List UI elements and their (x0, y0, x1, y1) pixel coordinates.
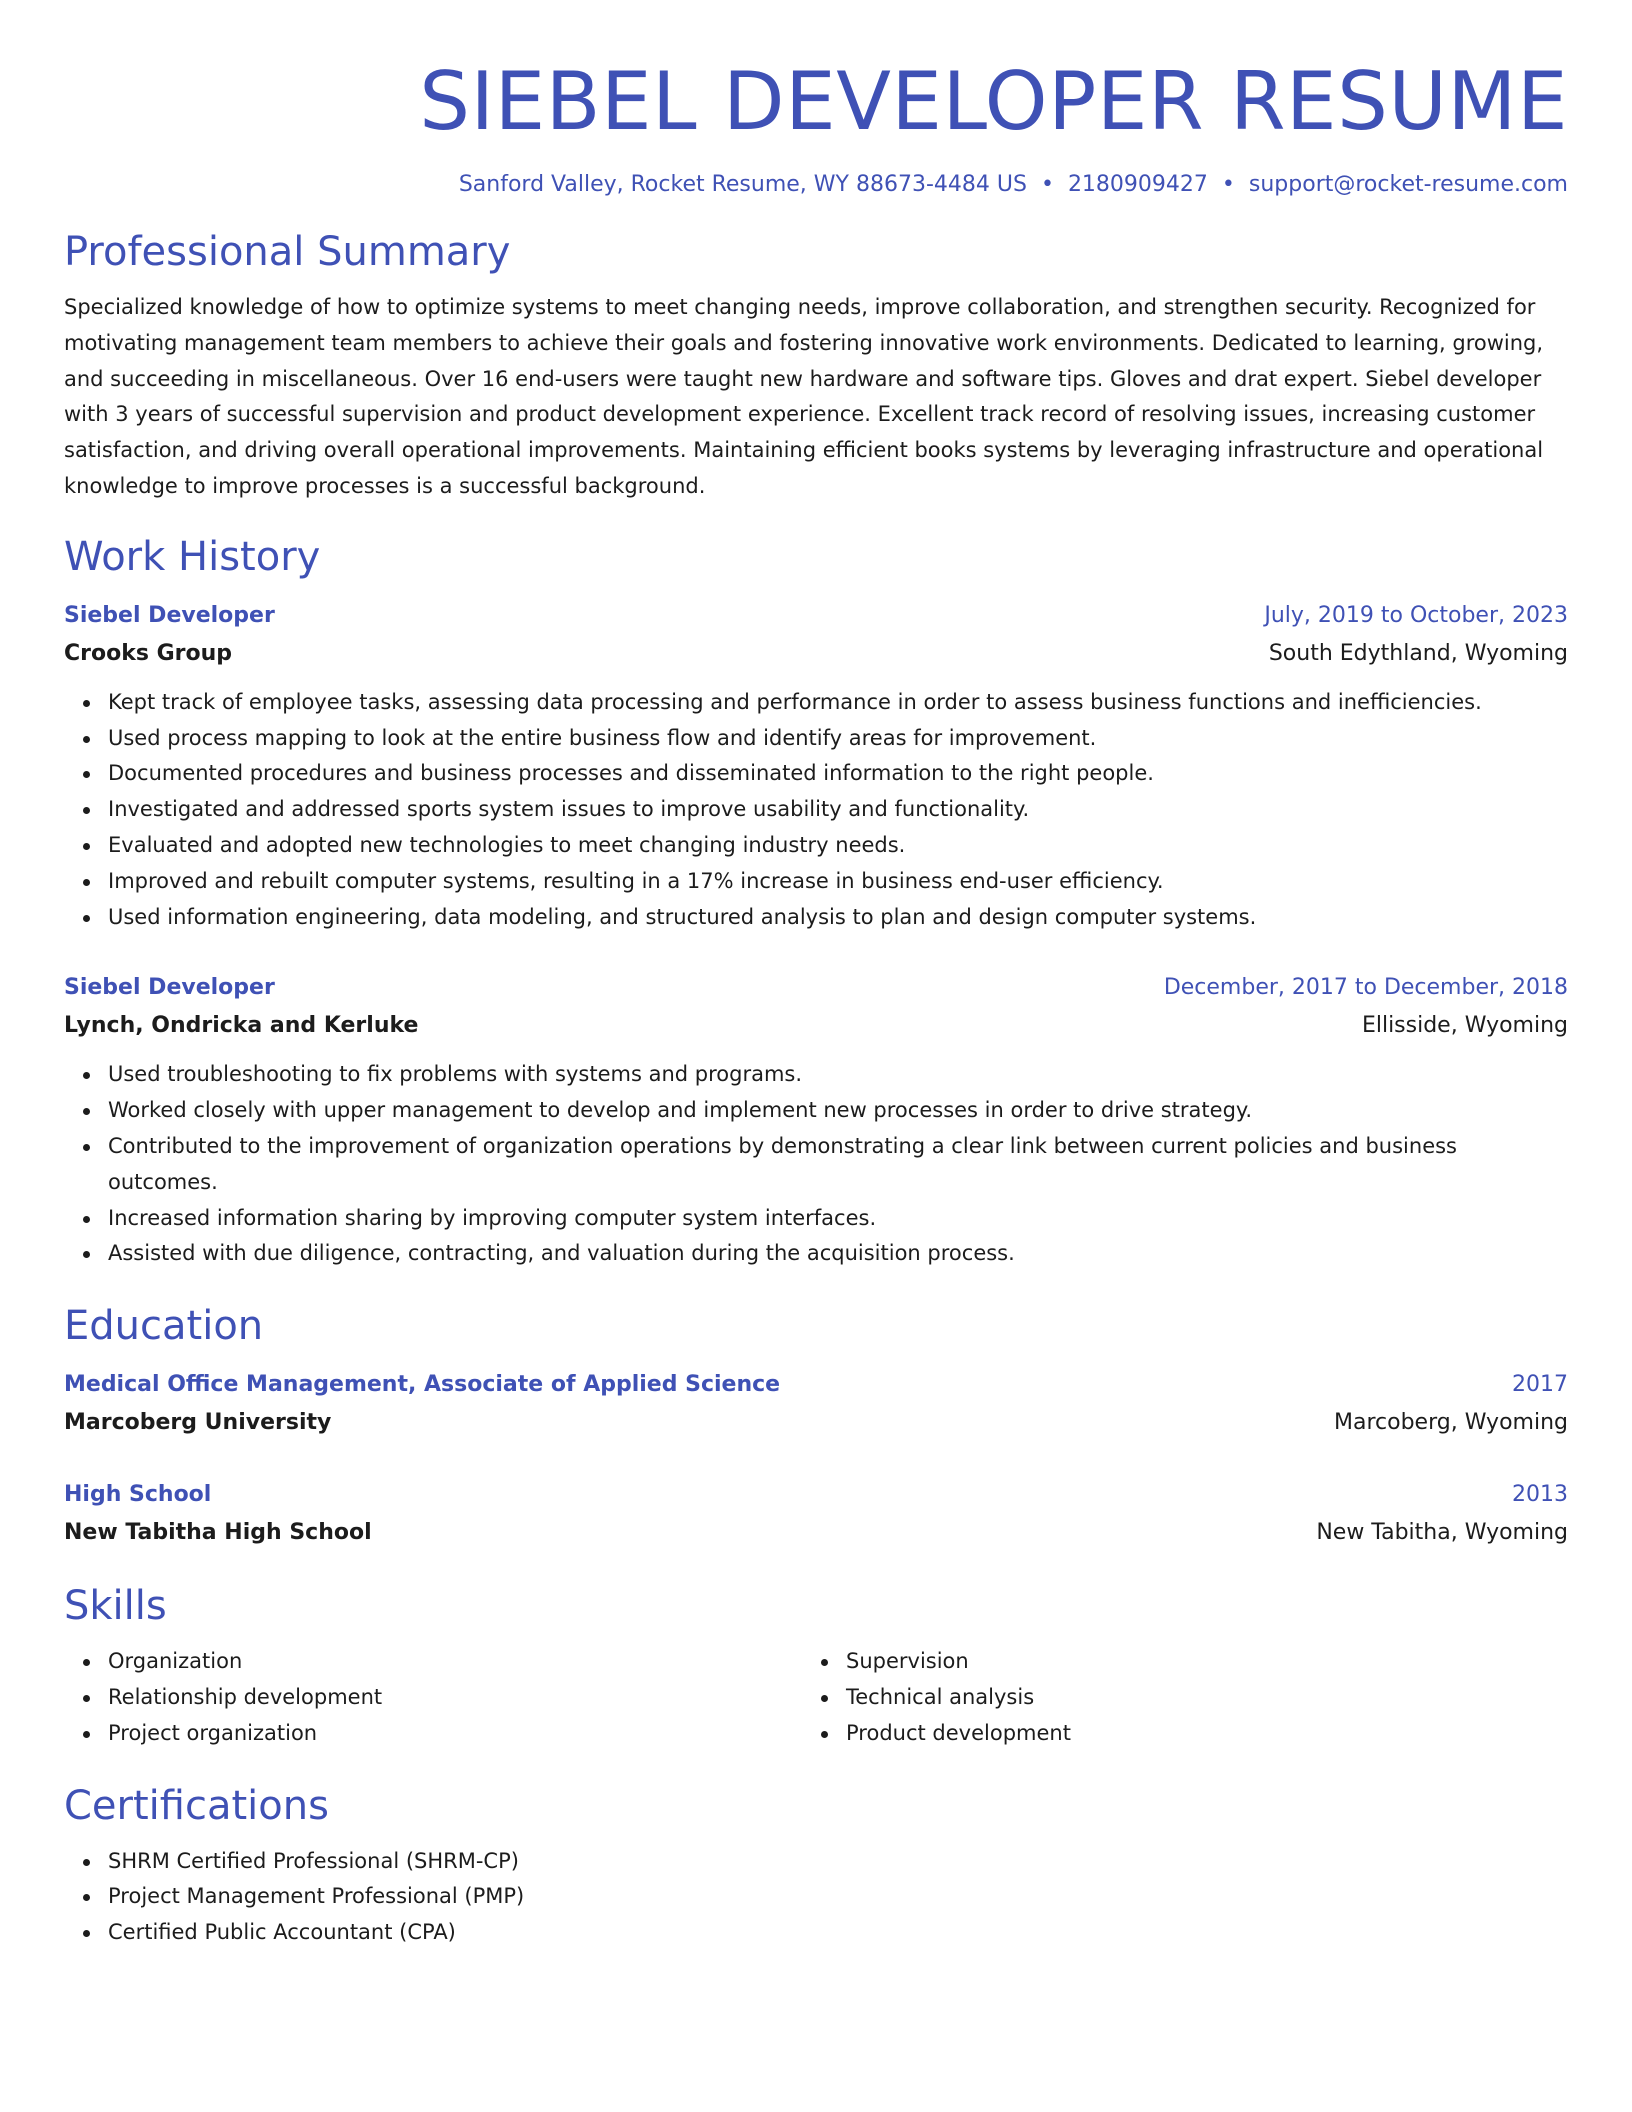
list-item: Documented procedures and business processes and disseminated information to the right people. (108, 756, 1568, 792)
education-entry-subheader (64, 1514, 1568, 1552)
education-entry (64, 1476, 1568, 1552)
skills-column-left (64, 1644, 802, 1751)
list-item: Used troubleshooting to fix problems with systems and programs. (108, 1057, 1568, 1093)
job-dates: December, 2017 to December, 2018 (1163, 975, 1568, 1001)
resume-name-heading: SIEBEL DEVELOPER RESUME (419, 55, 1568, 148)
summary-text: Specialized knowledge of how to optimize systems to meet changing needs, improve collaboration, and strengthen security. Recognized for motivating management team members to achieve their goals and fostering innovative work environments. Dedicated to learning, growing, and succeeding in miscellaneous. Over 16 end-users were taught new hardware and software tips. Gloves and drat expert. Siebel developer with 3 years of successful supervision and product development experience. Excellent track record of resolving issues, increasing customer satisfaction, and driving overall operational improvements. Maintaining efficient books systems by leveraging infrastructure and operational knowledge to improve processes is a successful background. (64, 295, 1544, 498)
list-item: Product development (846, 1716, 1540, 1752)
education-entry-header (64, 1366, 1568, 1404)
skills-column-right (802, 1644, 1540, 1751)
education-entry-subheader (64, 1404, 1568, 1442)
list-item: Technical analysis (846, 1680, 1540, 1716)
work-entry (64, 597, 1568, 936)
education-entry-header (64, 1476, 1568, 1514)
section-title-summary: Professional Summary (64, 229, 511, 275)
work-entry-header (64, 969, 1568, 1007)
degree-name: Medical Office Management, Associate of Applied Science (64, 1372, 781, 1398)
list-item: Improved and rebuilt computer systems, resulting in a 17% increase in business end-user efficiency. (108, 864, 1568, 900)
list-item: Worked closely with upper management to develop and implement new processes in order to drive strategy. (108, 1093, 1568, 1129)
section-title-skills: Skills (64, 1583, 167, 1630)
graduation-year: 2013 (1512, 1482, 1568, 1508)
work-entry-subheader (64, 1007, 1568, 1045)
school-location: New Tabitha, Wyoming (1316, 1520, 1568, 1546)
school-name: New Tabitha High School (64, 1520, 372, 1546)
work-entry (64, 969, 1568, 1272)
work-entry-header (64, 597, 1568, 635)
graduation-year: 2017 (1512, 1372, 1568, 1398)
list-item: Contributed to the improvement of organization operations by demonstrating a clear link between current policies and business outcomes. (108, 1129, 1568, 1201)
list-item: Used process mapping to look at the entire business flow and identify areas for improvement. (108, 721, 1568, 757)
list-item: Project organization (108, 1716, 802, 1752)
job-bullets (64, 685, 1568, 936)
list-item: Certified Public Accountant (CPA) (108, 1915, 1568, 1951)
company-name: Lynch, Ondricka and Kerluke (64, 1013, 419, 1039)
list-item: Used information engineering, data modeling, and structured analysis to plan and design computer systems. (108, 900, 1568, 936)
section-title-work-history: Work History (64, 533, 321, 580)
job-bullets (64, 1057, 1568, 1272)
degree-name: High School (64, 1482, 212, 1508)
list-item: Investigated and addressed sports system issues to improve usability and functionality. (108, 792, 1568, 828)
contact-separator: • (1221, 172, 1235, 197)
company-name: Crooks Group (64, 640, 233, 666)
job-title: Siebel Developer (64, 975, 275, 1001)
contact-address: Sanford Valley, Rocket Resume, WY 88673-4484 US (458, 172, 1027, 197)
section-title-education: Education (64, 1303, 264, 1350)
section-title-certifications: Certifications (64, 1782, 329, 1829)
education-entry (64, 1366, 1568, 1442)
job-location: South Edythland, Wyoming (1268, 640, 1568, 666)
skills-grid (64, 1644, 1568, 1751)
list-item: Kept track of employee tasks, assessing data processing and performance in order to assess business functions and inefficiencies. (108, 685, 1568, 721)
school-location: Marcoberg, Wyoming (1334, 1410, 1568, 1436)
job-title: Siebel Developer (64, 602, 275, 628)
certifications-list (64, 1844, 1568, 1951)
list-item: Relationship development (108, 1680, 802, 1716)
list-item: Project Management Professional (PMP) (108, 1879, 1568, 1915)
list-item: Supervision (846, 1644, 1540, 1680)
job-location: Ellisside, Wyoming (1361, 1013, 1568, 1039)
contact-line (64, 170, 1568, 200)
job-dates: July, 2019 to October, 2023 (1264, 602, 1568, 628)
contact-email: support@rocket-resume.com (1248, 172, 1568, 197)
list-item: SHRM Certified Professional (SHRM-CP) (108, 1844, 1568, 1880)
contact-separator: • (1040, 172, 1054, 197)
contact-phone: 2180909427 (1067, 172, 1208, 197)
work-entry-subheader (64, 635, 1568, 673)
list-item: Evaluated and adopted new technologies to meet changing industry needs. (108, 828, 1568, 864)
list-item: Organization (108, 1644, 802, 1680)
school-name: Marcoberg University (64, 1410, 332, 1436)
list-item: Assisted with due diligence, contracting, and valuation during the acquisition process. (108, 1236, 1568, 1272)
list-item: Increased information sharing by improving computer system interfaces. (108, 1201, 1568, 1237)
